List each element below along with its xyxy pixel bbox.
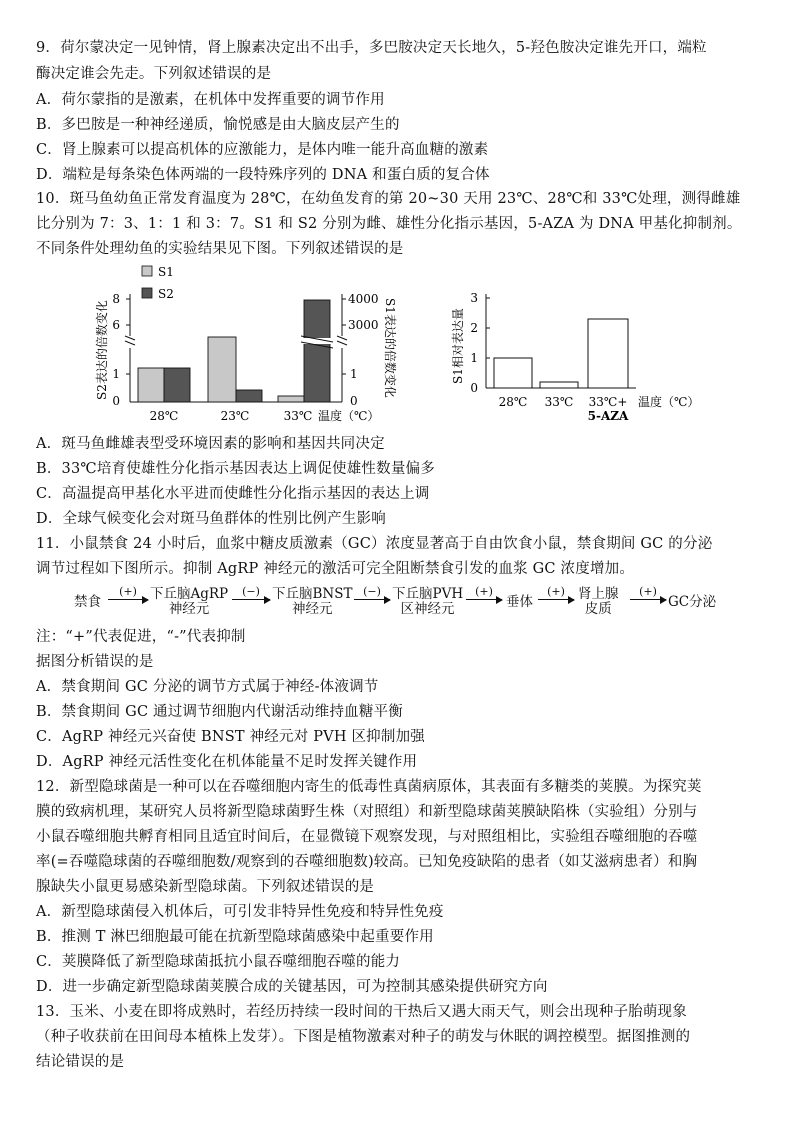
flow-node-bnst-line2: 神经元 [292,601,333,617]
chart2-x-cat-28c: 28℃ [498,395,528,409]
chart2-bar-33c [540,382,578,388]
q13-stem-line1: 13．玉米、小麦在即将成熟时，若经历持续一段时间的干热后又遇大雨天气，则会出现种子胎萌现象 [36,1004,687,1020]
q11-prompt: 据图分析错误的是 [36,654,154,670]
x-cat-28c: 28℃ [149,409,179,423]
q11-option-c: C．AgRP 神经元兴奋使 BNST 神经元对 PVH 区抑制加强 [36,729,425,745]
left-tick-6: 6 [112,318,120,332]
q11-option-b: B．禁食期间 GC 通过调节细胞内代谢活动维持血糖平衡 [36,704,403,720]
q12-option-d: D．进一步确定新型隐球菌荚膜合成的关键基因，可为控制其感染提供研究方向 [36,979,548,995]
flow-node-adrenal-cortex [578,587,619,617]
q9-option-c: C．肾上腺素可以提高机体的应激能力，是体内唯一能升高血糖的激素 [36,142,489,158]
bar-s2-33c [304,300,330,402]
flow-node-bnst [272,587,353,617]
flow-node-pvh-line1: 下丘脑PVH [392,586,464,602]
right-axis-title: S1表达的倍数变化 [383,298,397,398]
q13-stem-line2: （种子收获前在田间母本植株上发芽）。下图是植物激素对种子的萌发与休眠的调控模型。据图推测的 [36,1029,691,1045]
flow-sign-1: (+) [119,585,137,598]
left-tick-8: 8 [112,292,120,306]
q10-stem-line2: 比分别为 7：3、1：1 和 3：7。S1 和 S2 分别为雌、雄性分化指示基因，5-AZA 为 DNA 甲基化抑制剂。 [36,216,742,232]
q11-option-a: A．禁食期间 GC 分泌的调节方式属于神经-体液调节 [36,679,379,695]
chart-s1-s2-expression [80,262,420,432]
q10-stem-line3: 不同条件处理幼鱼的实验结果见下图。下列叙述错误的是 [36,241,404,257]
flow-node-agrp-line2: 神经元 [168,601,210,617]
flow-sign-3: (−) [363,585,381,598]
x-axis-title: 温度（℃） [318,409,380,423]
legend-swatch-s2 [142,288,152,298]
flow-node-agrp [150,587,228,617]
chart-s1-relative [440,284,730,424]
q12-option-a: A．新型隐球菌侵入机体后，可引发非特异性免疫和特异性免疫 [36,904,444,920]
q9-stem-line1: 9．荷尔蒙决定一见钟情，肾上腺素决定出不出手，多巴胺决定天长地久，5-羟色胺决定谁先开口，端粒 [36,40,707,56]
right-tick-1: 1 [350,367,358,381]
q10-option-d: D．全球气候变化会对斑马鱼群体的性别比例产生影响 [36,511,386,527]
bar-s2-28c [164,368,190,402]
q10-option-b: B．33℃培育使雄性分化指示基因表达上调促使雄性数量偏多 [36,461,435,477]
chart2-x-cat-33c-plus: 33℃+ [588,395,628,409]
q11-option-d: D．AgRP 神经元活性变化在机体能量不足时发挥关键作用 [36,754,418,770]
flow-node-adrenal-line1: 肾上腺 [578,586,619,602]
chart2-y-title: S1相对表达量 [451,308,465,384]
chart2-tick-1: 1 [470,351,478,365]
left-axis-title: S2表达的倍数变化 [95,300,109,400]
q9-option-b: B．多巴胺是一种神经递质，愉悦感是由大脑皮层产生的 [36,117,400,133]
chart2-x-cat-33c: 33℃ [544,395,574,409]
legend-label-s2: S2 [158,287,174,301]
right-tick-0: 0 [350,394,358,408]
x-cat-23c: 23℃ [220,409,250,423]
flow-arrow-5 [538,586,574,600]
q11-stem-line2: 调节过程如下图所示。抑制 AgRP 神经元的激活可完全阻断禁食引发的血浆 GC 浓度增加。 [36,561,635,577]
flow-arrow-3 [354,586,390,600]
flow-node-agrp-line1: 下丘脑AgRP [150,586,229,602]
q12-option-b: B．推测 T 淋巴细胞最可能在抗新型隐球菌感染中起重要作用 [36,929,434,945]
bar-s1-33c [278,396,304,402]
q10-option-a: A．斑马鱼雌雄表型受环境因素的影响和基因共同决定 [36,436,385,452]
legend-swatch-s1 [142,266,152,276]
q11-note: 注：“+”代表促进，“-”代表抑制 [36,629,246,645]
flow-sign-5: (+) [547,585,565,598]
flow-arrow-6 [630,586,666,600]
q12-option-c: C．荚膜降低了新型隐球菌抵抗小鼠吞噬细胞吞噬的能力 [36,954,401,970]
right-tick-4000: 4000 [348,292,379,306]
flow-node-pituitary: 垂体 [506,594,533,610]
flow-sign-6: (+) [639,585,657,598]
chart2-bar-33c-aza [588,319,628,388]
flow-sign-2: (−) [242,585,260,598]
chart2-x-cat-5aza: 5-AZA [587,409,629,423]
q11-stem-line1: 11．小鼠禁食 24 小时后，血浆中糖皮质激素（GC）浓度显著高于自由饮食小鼠，禁食期间 GC 的分泌 [36,536,713,552]
q10-stem-line1: 10．斑马鱼幼鱼正常发育温度为 28℃，在幼鱼发育的第 20~30 天用 23℃、28℃和 33℃处理，测得雌雄 [36,191,741,207]
q13-stem-line3: 结论错误的是 [36,1054,125,1070]
q12-stem-line5: 腺缺失小鼠更易感染新型隐球菌。下列叙述错误的是 [36,879,375,895]
q9-option-d: D．端粒是每条染色体两端的一段特殊序列的 DNA 和蛋白质的复合体 [36,167,490,183]
q12-stem-line2: 膜的致病机理，某研究人员将新型隐球菌野生株（对照组）和新型隐球菌荚膜缺陷株（实验组）分别与 [36,804,698,820]
bar-s2-23c [236,390,262,402]
flow-arrow-2 [232,586,270,600]
flow-node-pvh [392,587,463,617]
q12-stem-line3: 小鼠吞噬细胞共孵育相同且适宜时间后，在显微镜下观察发现，与对照组相比，实验组吞噬细胞的吞噬 [36,829,698,845]
q10-option-c: C．高温提高甲基化水平进而使雌性分化指示基因的表达上调 [36,486,430,502]
flow-node-gc-secretion: GC分泌 [668,594,717,610]
right-tick-3000: 3000 [348,318,379,332]
bar-s1-28c [138,368,164,402]
flow-sign-4: (+) [475,585,493,598]
legend-label-s1: S1 [158,265,174,279]
flow-node-bnst-line1: 下丘脑BNST [272,586,353,602]
flow-node-pvh-line2: 区神经元 [400,601,455,617]
chart2-tick-2: 2 [470,321,478,335]
chart2-bar-28c [494,358,532,388]
flow-node-fasting: 禁食 [74,594,101,610]
flow-arrow-1 [108,586,148,600]
gc-regulation-flow [60,586,760,626]
q9-stem-line2: 酶决定谁会先走。下列叙述错误的是 [36,66,272,82]
flow-node-adrenal-line2: 皮质 [584,601,612,617]
q12-stem-line1: 12．新型隐球菌是一种可以在吞噬细胞内寄生的低毒性真菌病原体，其表面有多糖类的荚膜。为探究荚 [36,779,702,795]
bar-s1-23c [208,337,236,402]
left-tick-0: 0 [112,394,120,408]
x-cat-33c: 33℃ [283,409,313,423]
q9-option-a: A．荷尔蒙指的是激素，在机体中发挥重要的调节作用 [36,92,385,108]
chart2-tick-0: 0 [470,381,478,395]
flow-arrow-4 [466,586,502,600]
chart2-x-title: 温度（℃） [638,395,700,409]
q12-stem-line4: 率(=吞噬隐球菌的吞噬细胞数/观察到的吞噬细胞数)较高。已知免疫缺陷的患者（如艾滋病患者）和胸 [36,854,698,870]
left-tick-1: 1 [112,367,120,381]
chart2-tick-3: 3 [470,291,478,305]
